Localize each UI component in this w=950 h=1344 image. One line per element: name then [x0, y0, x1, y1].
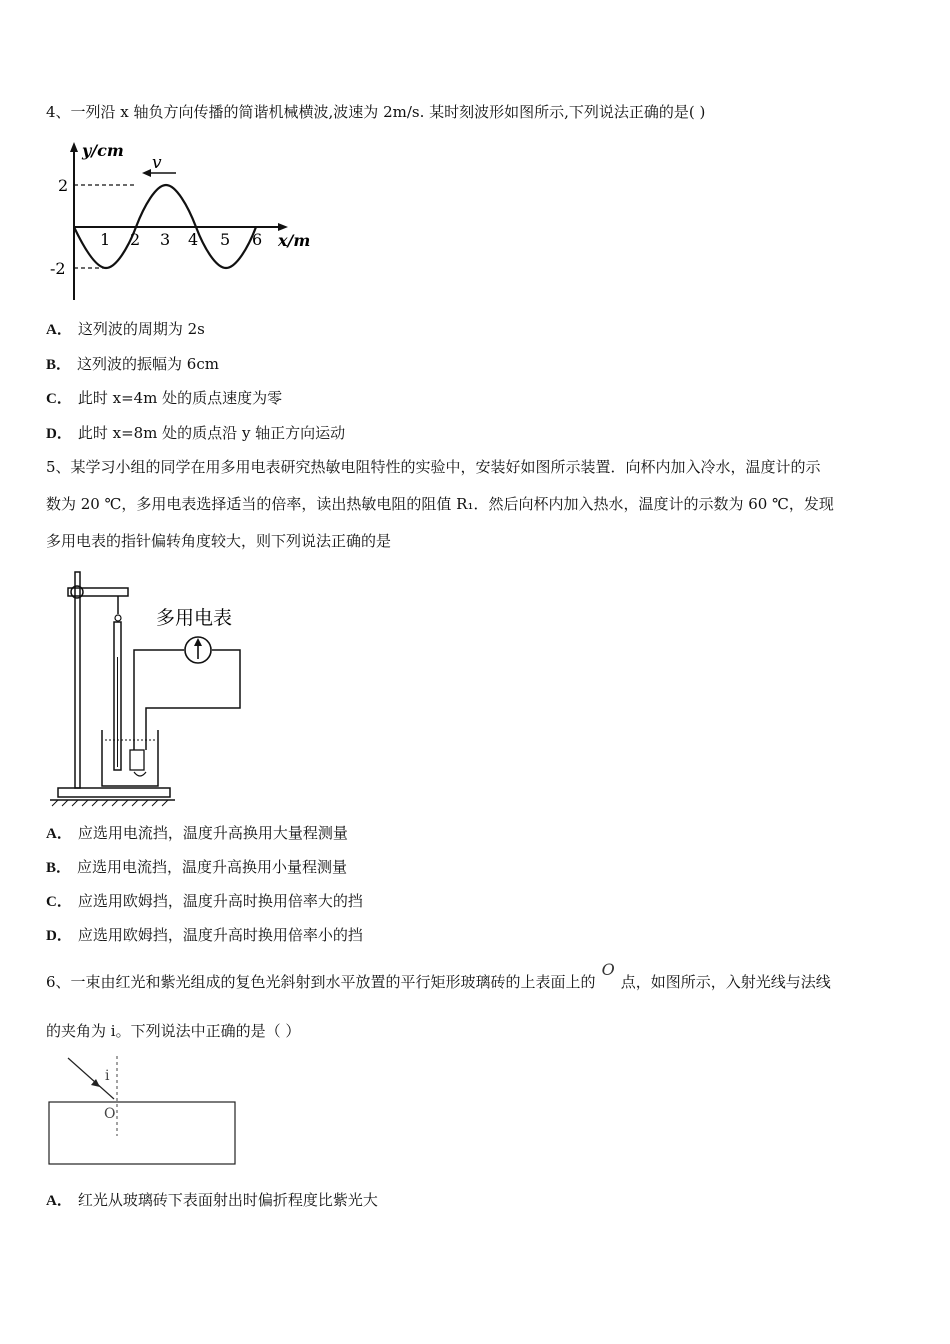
y-tick-2: 2 [58, 176, 69, 195]
q5-option-a[interactable] [46, 823, 348, 844]
angle-label: i [105, 1068, 110, 1084]
stand-base [58, 788, 170, 797]
q5-option-b[interactable] [46, 857, 347, 878]
q5-stem-line-3: 多用电表的指针偏转角度较大，则下列说法正确的是 [46, 532, 392, 550]
q6-stem-part-2: 点，如图所示，入射光线与法线 [620, 973, 831, 991]
point-label: O [104, 1106, 116, 1122]
wire-right [146, 650, 240, 750]
q5-apparatus-figure [50, 562, 260, 810]
q6-option-a[interactable] [46, 1190, 378, 1211]
option-text: 应选用欧姆挡，温度升高时换用倍率小的挡 [77, 926, 363, 944]
x-tick-3: 3 [160, 230, 171, 249]
q6-stem-part-1: 6、一束由红光和紫光组成的复色光斜射到水平放置的平行矩形玻璃砖的上表面上的 [46, 973, 596, 991]
q4-option-b[interactable] [46, 354, 219, 375]
q5-option-c[interactable] [46, 891, 363, 912]
q6-stem-line-2: 的夹角为 i。下列说法中正确的是（ ） [46, 1022, 301, 1040]
y-axis-label: y/cm [82, 141, 124, 160]
q4-option-d[interactable] [46, 423, 345, 444]
option-text: 此时 x=8m 处的质点沿 y 轴正方向运动 [77, 424, 346, 442]
option-letter: D． [46, 426, 72, 442]
clamp-arm [68, 588, 128, 596]
y-axis-arrow-icon [70, 142, 78, 152]
option-text: 红光从玻璃砖下表面射出时偏折程度比紫光大 [77, 1191, 378, 1209]
option-text: 此时 x=4m 处的质点速度为零 [77, 389, 283, 407]
q5-option-d[interactable] [46, 925, 363, 946]
x-tick-2: 2 [130, 230, 141, 249]
wire-left [134, 650, 184, 750]
option-text: 应选用电流挡，温度升高换用小量程测量 [77, 858, 348, 876]
option-text: 这列波的振幅为 6cm [77, 355, 219, 373]
option-text: 应选用电流挡，温度升高换用大量程测量 [77, 824, 348, 842]
q6-glass-brick-figure [44, 1052, 244, 1170]
option-letter: C． [46, 391, 72, 407]
q6-stem-line-1 [46, 960, 831, 992]
q4-stem: 4、一列沿 x 轴负方向传播的简谐机械横波,波速为 2m/s. 某时刻波形如图所示,下列说法正确的是( ) [46, 103, 706, 121]
option-text: 应选用欧姆挡，温度升高时换用倍率大的挡 [77, 892, 363, 910]
q4-option-c[interactable] [46, 388, 282, 409]
option-letter: B． [46, 860, 72, 876]
option-letter: A． [46, 322, 72, 338]
option-letter: A． [46, 1193, 72, 1209]
option-text: 这列波的周期为 2s [77, 320, 205, 338]
q4-wave-graph [44, 140, 314, 305]
x-tick-1: 1 [100, 230, 111, 249]
x-tick-5: 5 [220, 230, 231, 249]
stand-pole [75, 572, 80, 788]
x-axis-label: x/m [278, 231, 311, 250]
glass-brick [49, 1102, 235, 1164]
x-axis-arrow-icon [278, 223, 288, 231]
multimeter-label: 多用电表 [156, 607, 233, 629]
q6-point-symbol: O [601, 960, 615, 979]
q5-stem-line-1: 5、某学习小组的同学在用多用电表研究热敏电阻特性的实验中，安装好如图所示装置．向杯内加入冷水，温度计的示 [46, 458, 821, 476]
velocity-arrow-icon [142, 169, 151, 177]
q5-stem-line-2: 数为 20 ℃，多用电表选择适当的倍率，读出热敏电阻的阻值 R₁．然后向杯内加入热水，温度计的示数为 60 ℃，发现 [46, 495, 834, 513]
option-letter: D． [46, 928, 72, 944]
x-tick-6: 6 [252, 230, 263, 249]
option-letter: A． [46, 826, 72, 842]
x-tick-4: 4 [188, 230, 199, 249]
velocity-label: v [152, 153, 162, 173]
thermistor [130, 750, 144, 770]
y-tick-neg2: -2 [50, 259, 66, 278]
q4-option-a[interactable] [46, 319, 205, 340]
option-letter: C． [46, 894, 72, 910]
option-letter: B． [46, 357, 72, 373]
